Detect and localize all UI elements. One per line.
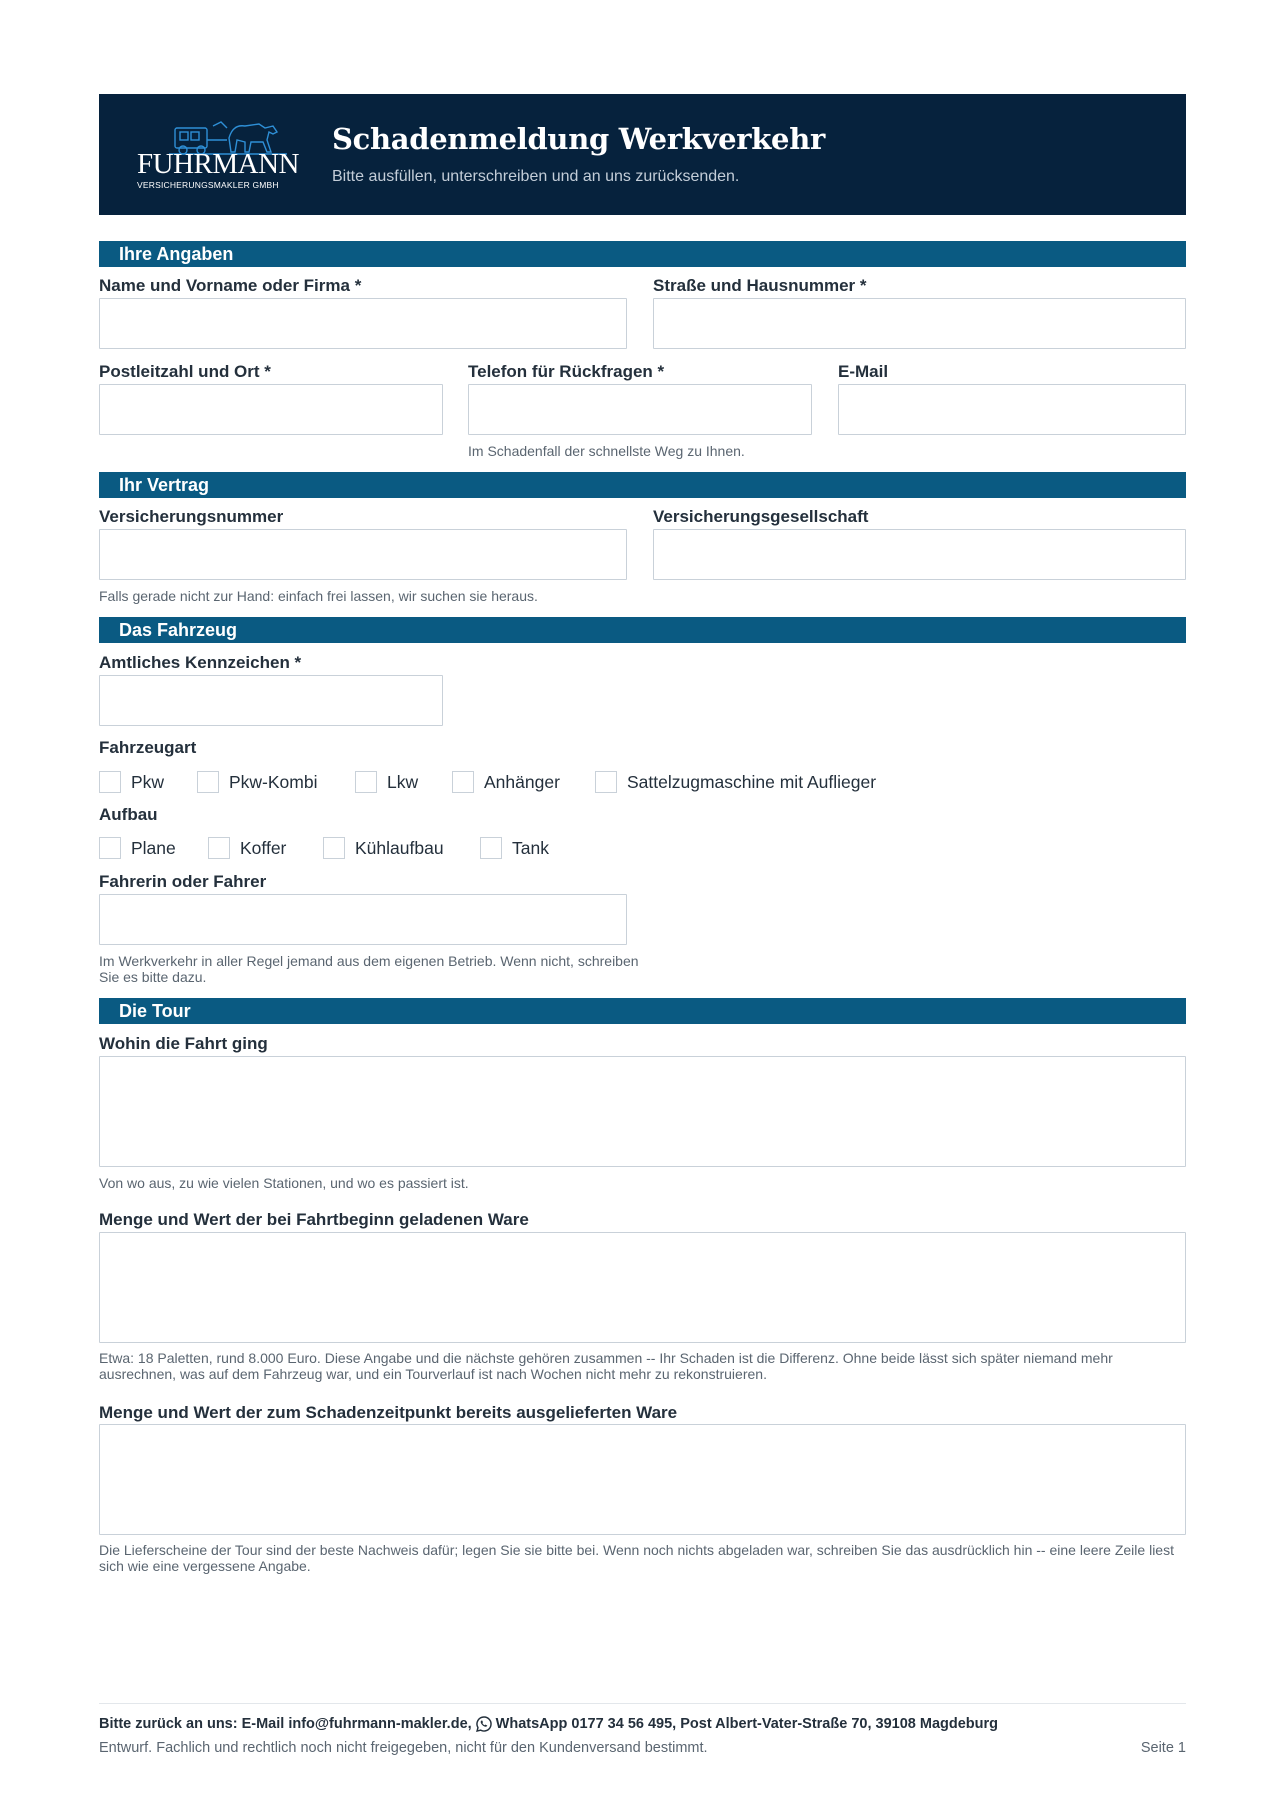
plz-label: Postleitzahl und Ort *	[99, 362, 271, 381]
company-logo	[137, 118, 302, 194]
email-field[interactable]	[838, 384, 1186, 435]
aufbau-kuehlaufbau-checkbox[interactable]	[323, 836, 444, 860]
checkbox-box[interactable]	[452, 771, 474, 793]
section-fahrzeug: Das Fahrzeug	[99, 617, 1186, 643]
form-header	[99, 94, 1186, 215]
geladen-label: Menge und Wert der bei Fahrtbeginn geladenen Ware	[99, 1210, 529, 1229]
wohin-label: Wohin die Fahrt ging	[99, 1034, 268, 1053]
checkbox-label: Plane	[131, 837, 176, 858]
footer-contact-whatsapp-post: WhatsApp 0177 34 56 495, Post Albert-Vater-Straße 70, 39108 Magdeburg	[495, 1716, 998, 1732]
wohin-hint: Von wo aus, zu wie vielen Stationen, und wo es passiert ist.	[99, 1175, 469, 1191]
ausgeliefert-hint: Die Lieferscheine der Tour sind der beste Nachweis dafür; legen Sie sie bitte bei. Wenn noch nichts abgeladen war, schreiben Sie das ausdrücklich hin -- eine leere Zeile liest sich wie eine vergessene Angabe.	[99, 1542, 1174, 1574]
section-tour: Die Tour	[99, 998, 1186, 1024]
fahrzeugart-pkw-kombi-checkbox[interactable]	[197, 770, 318, 794]
logo-wordmark: FUHRMANN	[137, 148, 299, 180]
checkbox-label: Koffer	[240, 837, 287, 858]
checkbox-box[interactable]	[595, 771, 617, 793]
fahrer-label: Fahrerin oder Fahrer	[99, 872, 267, 891]
geladen-textarea[interactable]	[99, 1232, 1186, 1343]
aufbau-plane-checkbox[interactable]	[99, 836, 176, 860]
footer-contact	[99, 1715, 998, 1733]
versicherungsnummer-label: Versicherungsnummer	[99, 507, 284, 526]
fahrer-hint: Im Werkverkehr in aller Regel jemand aus dem eigenen Betrieb. Wenn nicht, schreiben Sie es bitte dazu.	[99, 953, 639, 985]
plz-field[interactable]	[99, 384, 443, 435]
ausgeliefert-label: Menge und Wert der zum Schadenzeitpunkt bereits ausgelieferten Ware	[99, 1403, 678, 1422]
footer-contact-email: Bitte zurück an uns: E-Mail info@fuhrmann-makler.de,	[99, 1716, 472, 1732]
checkbox-box[interactable]	[99, 837, 121, 859]
page-title: Schadenmeldung Werkverkehr	[332, 122, 825, 156]
versicherungsgesellschaft-label: Versicherungsgesellschaft	[653, 507, 869, 526]
aufbau-label: Aufbau	[99, 805, 158, 824]
telefon-hint: Im Schadenfall der schnellste Weg zu Ihnen.	[468, 443, 745, 459]
fahrzeugart-label: Fahrzeugart	[99, 738, 197, 757]
checkbox-box[interactable]	[323, 837, 345, 859]
kennzeichen-label: Amtliches Kennzeichen *	[99, 653, 302, 672]
aufbau-tank-checkbox[interactable]	[480, 836, 549, 860]
checkbox-box[interactable]	[355, 771, 377, 793]
vertrag-hint: Falls gerade nicht zur Hand: einfach frei lassen, wir suchen sie heraus.	[99, 588, 538, 604]
strasse-field[interactable]	[653, 298, 1186, 349]
footer-divider	[99, 1703, 1186, 1704]
aufbau-koffer-checkbox[interactable]	[208, 836, 286, 860]
kennzeichen-field[interactable]	[99, 675, 443, 726]
page-number: Seite 1	[1140, 1740, 1186, 1756]
telefon-label: Telefon für Rückfragen *	[468, 362, 665, 381]
fahrzeugart-sattelzug-checkbox[interactable]	[595, 770, 876, 794]
checkbox-box[interactable]	[197, 771, 219, 793]
checkbox-label: Pkw	[131, 771, 165, 792]
name-field[interactable]	[99, 298, 627, 349]
checkbox-box[interactable]	[208, 837, 230, 859]
wohin-textarea[interactable]	[99, 1056, 1186, 1167]
ausgeliefert-textarea[interactable]	[99, 1424, 1186, 1535]
fahrzeugart-anhaenger-checkbox[interactable]	[452, 770, 560, 794]
checkbox-label: Anhänger	[484, 771, 560, 792]
fahrzeugart-lkw-checkbox[interactable]	[355, 770, 418, 794]
section-ihre-angaben: Ihre Angaben	[99, 241, 1186, 267]
geladen-hint: Etwa: 18 Paletten, rund 8.000 Euro. Diese Angabe und die nächste gehören zusammen -- Ihr Schaden ist die Differenz. Ohne beide lässt sich später niemand mehr ausrechnen, was auf dem Fahrzeug war, und ein Tourverlauf ist nach Wochen nicht mehr zu rekonstruieren.	[99, 1350, 1113, 1382]
checkbox-box[interactable]	[480, 837, 502, 859]
checkbox-box[interactable]	[99, 771, 121, 793]
page-subtitle: Bitte ausfüllen, unterschreiben und an uns zurücksenden.	[332, 168, 740, 185]
whatsapp-icon	[475, 1715, 493, 1733]
fahrzeugart-pkw-checkbox[interactable]	[99, 770, 164, 794]
name-label: Name und Vorname oder Firma *	[99, 276, 362, 295]
checkbox-label: Sattelzugmaschine mit Auflieger	[627, 771, 877, 792]
logo-tagline: VERSICHERUNGSMAKLER GMBH	[137, 180, 279, 190]
checkbox-label: Pkw-Kombi	[229, 771, 318, 792]
telefon-field[interactable]	[468, 384, 812, 435]
section-vertrag: Ihr Vertrag	[99, 472, 1186, 498]
versicherungsnummer-field[interactable]	[99, 529, 627, 580]
footer-disclaimer: Entwurf. Fachlich und rechtlich noch nicht freigegeben, nicht für den Kundenversand bestimmt.	[99, 1740, 708, 1756]
checkbox-label: Lkw	[387, 771, 419, 792]
checkbox-label: Tank	[512, 837, 549, 858]
versicherungsgesellschaft-field[interactable]	[653, 529, 1186, 580]
email-label: E-Mail	[838, 362, 889, 381]
fahrer-field[interactable]	[99, 894, 627, 945]
strasse-label: Straße und Hausnummer *	[653, 276, 867, 295]
checkbox-label: Kühlaufbau	[355, 837, 444, 858]
